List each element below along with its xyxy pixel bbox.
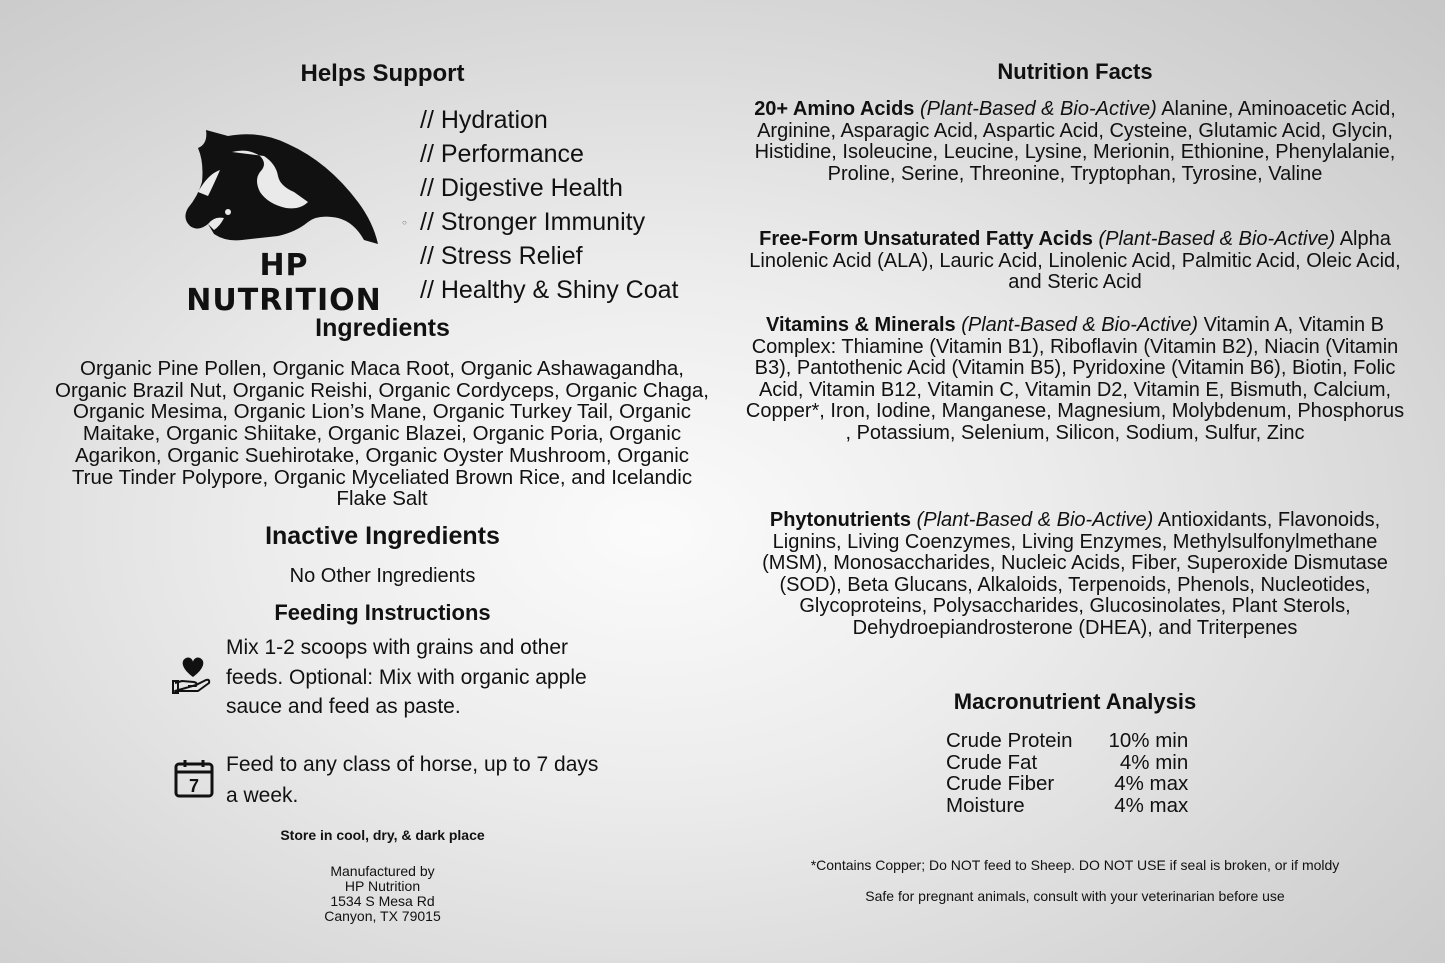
copper-warning: *Contains Copper; Do NOT feed to Sheep. DO NOT USE if seal is broken, or if moldy — [810, 857, 1340, 873]
feeding-instruction-2: Feed to any class of horse, up to 7 days a week. — [226, 753, 599, 807]
nutrient-name: Moisture — [946, 793, 1025, 817]
section-text: Alanine, Aminoacetic Acid, Arginine, Asparagic Acid, Aspartic Acid, Cysteine, Glutamic Acid, Glycin, Histidine, Isoleucine, Leucine, Lysine, Merionin, Ethionine, Phenylalanie, Proline, Serine, Threonine, Tryptophan, Tyrosine, Valine — [754, 98, 1396, 185]
section-text: Alpha Linolenic Acid (ALA), Lauric Acid, Linolenic Acid, Palmitic Acid, Oleic Acid, and Steric Acid — [749, 228, 1401, 294]
storage-instructions: Store in cool, dry, & dark place — [280, 827, 485, 843]
manufacturer-line: Manufactured by — [330, 863, 435, 879]
section-heading: 20+ Amino Acids — [754, 98, 915, 120]
section-heading: Vitamins & Minerals — [765, 314, 956, 336]
nutrient-value: 4% max — [1114, 793, 1189, 817]
ingredients-title: Ingredients — [315, 314, 450, 342]
support-list — [420, 103, 678, 307]
support-item: // Stress Relief — [420, 242, 583, 270]
support-item: // Stronger Immunity — [420, 208, 646, 236]
table-row — [946, 773, 1188, 795]
vitamins-minerals-section — [745, 315, 1405, 445]
support-item: // Healthy & Shiny Coat — [420, 276, 679, 304]
nutrient-value: 4% min — [1119, 750, 1189, 774]
manufacturer-city: Canyon, TX 79015 — [324, 908, 441, 924]
section-text: Antioxidants, Flavonoids, Lignins, Living Coenzymes, Living Enzymes, Methylsulfonylmethane (MSM), Monosaccharides, Nucleic Acids, Fiber, Superoxide Dismutase (SOD), Beta Glucans, Alkaloids, Terpenoids, Phenols, Nucleotides, Glycoproteins, Polysaccharides, Glucosinolates, Plant Sterols, Dehydroepiandrosterone (DHEA), and Triterpenes — [762, 509, 1388, 639]
inactive-ingredients-title: Inactive Ingredients — [265, 522, 500, 550]
section-qualifier: (Plant-Based & Bio-Active) — [916, 509, 1154, 531]
manufacturer-address: 1534 S Mesa Rd — [330, 893, 435, 909]
section-heading: Phytonutrients — [769, 509, 911, 531]
macronutrient-table — [946, 730, 1188, 816]
nutrient-value: 4% max — [1114, 772, 1189, 796]
calendar-7-icon — [174, 758, 214, 798]
section-heading: Free-Form Unsaturated Fatty Acids — [759, 228, 1093, 250]
logo-text: HP NUTRITION — [186, 248, 382, 318]
nutrient-value: 10% min — [1108, 729, 1189, 752]
nutrient-name: Crude Fat — [946, 750, 1038, 774]
feeding-instructions-title: Feeding Instructions — [274, 600, 491, 625]
support-item: // Performance — [420, 140, 584, 168]
fatty-acids-section — [745, 229, 1405, 294]
amino-acids-section — [745, 99, 1405, 185]
manufacturer-info — [230, 864, 535, 924]
section-qualifier: (Plant-Based & Bio-Active) — [1098, 228, 1336, 250]
safety-note: Safe for pregnant animals, consult with your veterinarian before use — [865, 888, 1285, 904]
phytonutrients-section — [745, 510, 1405, 640]
table-row — [946, 795, 1188, 817]
feeding-instruction-1: Mix 1-2 scoops with grains and other feeds. Optional: Mix with organic apple sauce and feed as paste. — [226, 636, 587, 718]
inactive-ingredients-text: No Other Ingredients — [289, 565, 476, 587]
section-qualifier: (Plant-Based & Bio-Active) — [919, 98, 1157, 120]
support-item: // Digestive Health — [420, 174, 623, 202]
nutrition-facts-title: Nutrition Facts — [997, 59, 1153, 84]
support-item: // Hydration — [420, 106, 548, 134]
nutrient-name: Crude Protein — [946, 729, 1073, 752]
section-qualifier: (Plant-Based & Bio-Active) — [961, 314, 1198, 336]
heart-hand-icon — [172, 655, 214, 695]
dot-icon: ○ — [402, 218, 407, 227]
macronutrient-analysis-title: Macronutrient Analysis — [953, 689, 1197, 714]
table-row — [946, 752, 1188, 774]
helps-support-title: Helps Support — [300, 60, 465, 87]
section-text: Vitamin A, Vitamin B Complex: Thiamine (Vitamin B1), Riboflavin (Vitamin B2), Niacin (Vitamin B3), Pantothenic Acid (Vitamin B5), Pyridoxine (Vitamin B6), Biotin, Folic Acid, Vitamin B12, Vitamin C, Vitamin D2, Vitamin E, Bismuth, Calcium, Copper*, Iron, Iodine, Manganese, Magnesium, Molybdenum, Phosphorus , Potassium, Selenium, Silicon, Sodium, Sulfur, Zinc — [745, 314, 1405, 444]
table-row — [946, 730, 1188, 752]
calendar-number: 7 — [188, 776, 200, 796]
ingredients-text: Organic Pine Pollen, Organic Maca Root, Organic Ashawagandha, Organic Brazil Nut, Organic Reishi, Organic Cordyceps, Organic Chaga, Organic Mesima, Organic Lion’s Mane, Organic Turkey Tail, Organic Maitake, Organic Shiitake, Organic Blazei, Organic Poria, Organic Agarikon, Organic Suehirotake, Organic Oyster Mushroom, Organic True Tinder Polypore, Organic Myceliated Brown Rice, and Icelandic Flake Salt — [55, 357, 709, 511]
manufacturer-name: HP Nutrition — [344, 878, 421, 894]
nutrient-name: Crude Fiber — [946, 772, 1055, 796]
